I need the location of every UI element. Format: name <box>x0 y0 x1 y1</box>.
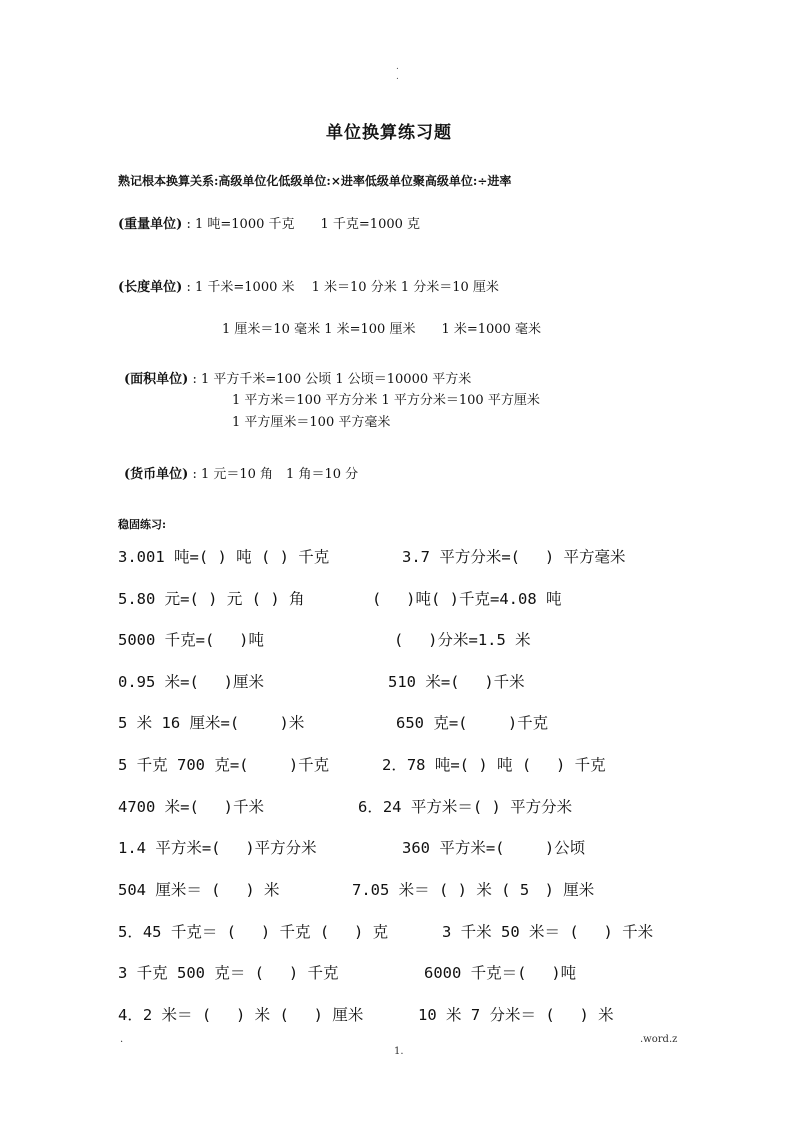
exercise-3-right: ( )分米=1.5 米 <box>394 631 531 649</box>
header-mark-2: . <box>396 72 399 82</box>
exercise-2-left: 5.80 元=( ) 元 ( ) 角 <box>118 590 305 608</box>
money-text: 1 元＝10 角 1 角＝10 分 <box>200 467 359 482</box>
page-title: 单位换算练习题 <box>326 123 452 143</box>
exercise-4-right: 510 米=( )千米 <box>388 673 525 691</box>
exercise-6-left: 5 千克 700 克=( )千克 <box>118 756 330 774</box>
exercise-3-left: 5000 千克=( )吨 <box>118 631 264 649</box>
exercise-7-right: 6．24 平方米＝( ) 平方分米 <box>358 798 573 816</box>
area-sep: : <box>192 372 197 387</box>
exercise-4-left: 0.95 米=( )厘米 <box>118 673 264 691</box>
exercise-10-right: 3 千米 50 米＝ ( ) 千米 <box>442 923 654 941</box>
page-number: 1. <box>394 1046 404 1057</box>
length-section <box>118 276 499 295</box>
weight-sep: : <box>186 217 191 232</box>
exercise-6-right: 2．78 吨=( ) 吨 ( ) 千克 <box>382 756 606 774</box>
exercise-2-right: ( )吨( )千克=4.08 吨 <box>372 590 562 608</box>
length-line2: 1 厘米＝10 毫米 1 米=100 厘米 1 米=1000 毫米 <box>222 322 541 337</box>
weight-label: (重量单位) <box>118 217 183 232</box>
area-label: (面积单位) <box>124 372 189 387</box>
exercise-11-left: 3 千克 500 克＝ ( ) 千克 <box>118 964 339 982</box>
exercise-12-right: 10 米 7 分米＝ ( ) 米 <box>418 1006 614 1024</box>
exercise-1-right: 3.7 平方分米=( ) 平方毫米 <box>402 548 626 566</box>
area-line1: 1 平方千米=100 公顷 1 公顷＝10000 平方米 <box>200 372 472 387</box>
length-line1: 1 千米=1000 米 1 米＝10 分米 1 分米＝10 厘米 <box>194 280 499 295</box>
exercise-10-left: 5．45 千克＝ ( ) 千克 ( ) 克 <box>118 923 389 941</box>
practice-title: 稳固练习: <box>118 518 167 531</box>
weight-section <box>118 213 420 232</box>
exercise-5-right: 650 克=( )千克 <box>396 714 549 732</box>
exercise-12-left: 4．2 米＝ ( ) 米 ( ) 厘米 <box>118 1006 364 1024</box>
area-section <box>124 368 471 387</box>
money-section <box>124 463 358 482</box>
money-label: (货币单位) <box>124 467 189 482</box>
length-label: (长度单位) <box>118 280 183 295</box>
length-sep: : <box>186 280 191 295</box>
footer-left-mark: . <box>120 1034 124 1045</box>
weight-text: 1 吨=1000 千克 1 千克=1000 克 <box>194 217 421 232</box>
exercise-1-left: 3.001 吨=( ) 吨 ( ) 千克 <box>118 548 330 566</box>
exercise-8-right: 360 平方米=( )公顷 <box>402 839 586 857</box>
footer-right-text: .word.z <box>640 1034 678 1045</box>
exercise-7-left: 4700 米=( )千米 <box>118 798 264 816</box>
exercise-8-left: 1.4 平方米=( )平方分米 <box>118 839 317 857</box>
conversion-rule: 熟记根本换算关系:高级单位化低级单位:×进率低级单位聚高级单位:÷进率 <box>118 174 512 188</box>
area-line2: 1 平方米＝100 平方分米 1 平方分米＝100 平方厘米 <box>232 393 540 408</box>
exercise-11-right: 6000 千克＝( )吨 <box>424 964 577 982</box>
exercise-9-left: 504 厘米＝ ( ) 米 <box>118 881 280 899</box>
header-mark: . <box>396 62 399 72</box>
exercise-9-right: 7.05 米＝ ( ) 米 ( 5 ) 厘米 <box>352 881 595 899</box>
money-sep: : <box>192 467 197 482</box>
exercise-5-left: 5 米 16 厘米=( )米 <box>118 714 305 732</box>
area-line3: 1 平方厘米＝100 平方毫米 <box>232 415 391 430</box>
